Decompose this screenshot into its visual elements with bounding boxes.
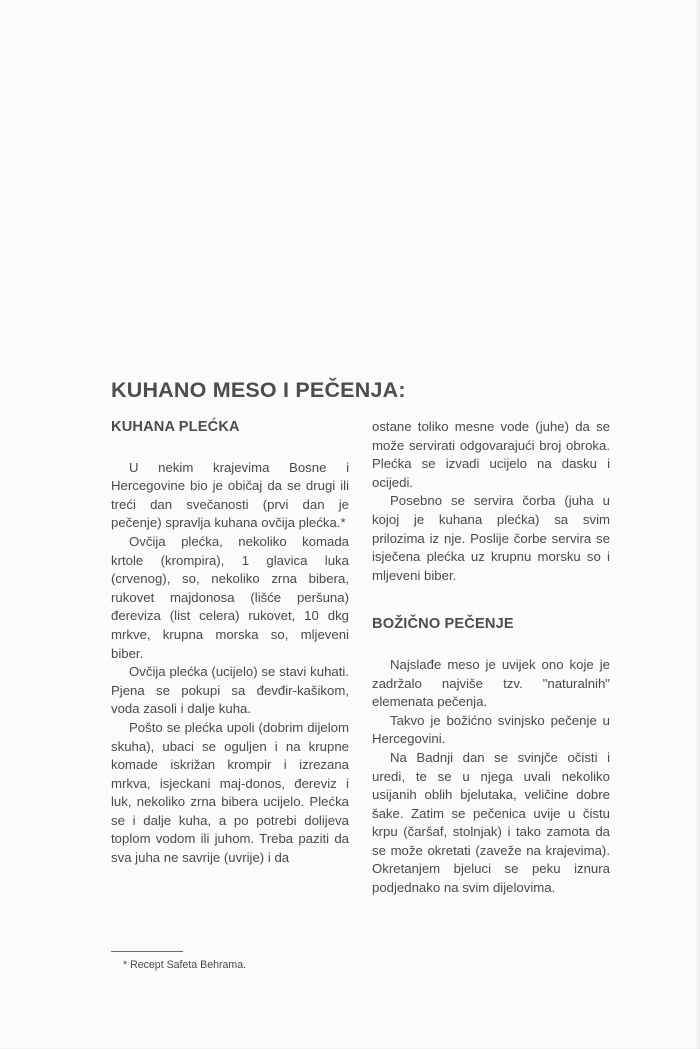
paragraph: Na Badnji dan se svinjče očisti i uredi, te se u njega uvali nekoliko usijanih oblih bjelutaka, veličine dobre šake. Zatim se pečenica uvije u čistu krpu (čaršaf, stolnjak) i tako zamota da se može okretati (zaveže na krajevima). Okretanjem bjeluci se peku iznura podjednako na svim dijelovima.: [372, 749, 610, 896]
page-title: KUHANO MESO I PEČENJA:: [111, 378, 406, 403]
paragraph: Najslađe meso je uvijek ono koje je zadržalo najviše tzv. "naturalnih" elemenata pečenja.: [372, 656, 610, 710]
footnote-text: * Recept Safeta Behrama.: [123, 959, 247, 971]
left-column: [111, 418, 349, 868]
right-column: [372, 418, 610, 898]
paragraph: Posebno se servira čorba (juha u kojoj je kuhana plećka) sa svim prilozima iz nje. Poslije čorbe servira se isječena plećka uz krupnu morsku so i mljeveni biber.: [372, 493, 610, 583]
section-title-kuhana-plecka: KUHANA PLEĆKA: [111, 419, 240, 435]
paragraph: Takvo je božićno svinjsko pečenje u Hercegovini.: [372, 712, 610, 747]
paragraph: U nekim krajevima Bosne i Hercegovine bio je običaj da se drugi ili treći dan svečanosti (prvi dan je pečenje) spravlja kuhana ovčija plećka.*: [111, 459, 349, 531]
paragraph: Ovčija plećka, nekoliko komada krtole (krompira), 1 glavica luka (crvenog), so, nekoliko zrna bibera, rukovet majdonosa (lišće peršuna) đereviza (list celera) rukovet, 10 dkg mrkve, krupna morska so, mljeveni biber.: [111, 533, 349, 661]
footnote-separator-rule: [111, 951, 183, 952]
paragraph: Ovčija plećka (ucijelo) se stavi kuhati. Pjena se pokupi sa đevđir-kašikom, voda zasoli i dalje kuha.: [111, 664, 349, 717]
paragraph: Pošto se plećka upoli (dobrim dijelom skuha), ubaci se oguljen i na krupne komade iskrižan krompir i izrezana mrkva, isjeckani maj-donos, đereviz i luk, nekoliko zrna bibera ucijelo. Plećka se i dalje kuha, a po potrebi dolijeva toplom vodom ili juhom. Treba paziti da sva juha ne savrije (uvrije) i da: [111, 719, 349, 866]
paragraph: ostane toliko mesne vode (juhe) da se može servirati odgovarajući broj obroka. Plećka se izvadi ucijelo na dasku i ocijedi.: [372, 419, 610, 490]
page-edge-shadow: [695, 0, 700, 1049]
section-title-bozicno-pecenje: BOŽIČNO PEČENJE: [372, 616, 514, 633]
footnote: [111, 951, 349, 972]
